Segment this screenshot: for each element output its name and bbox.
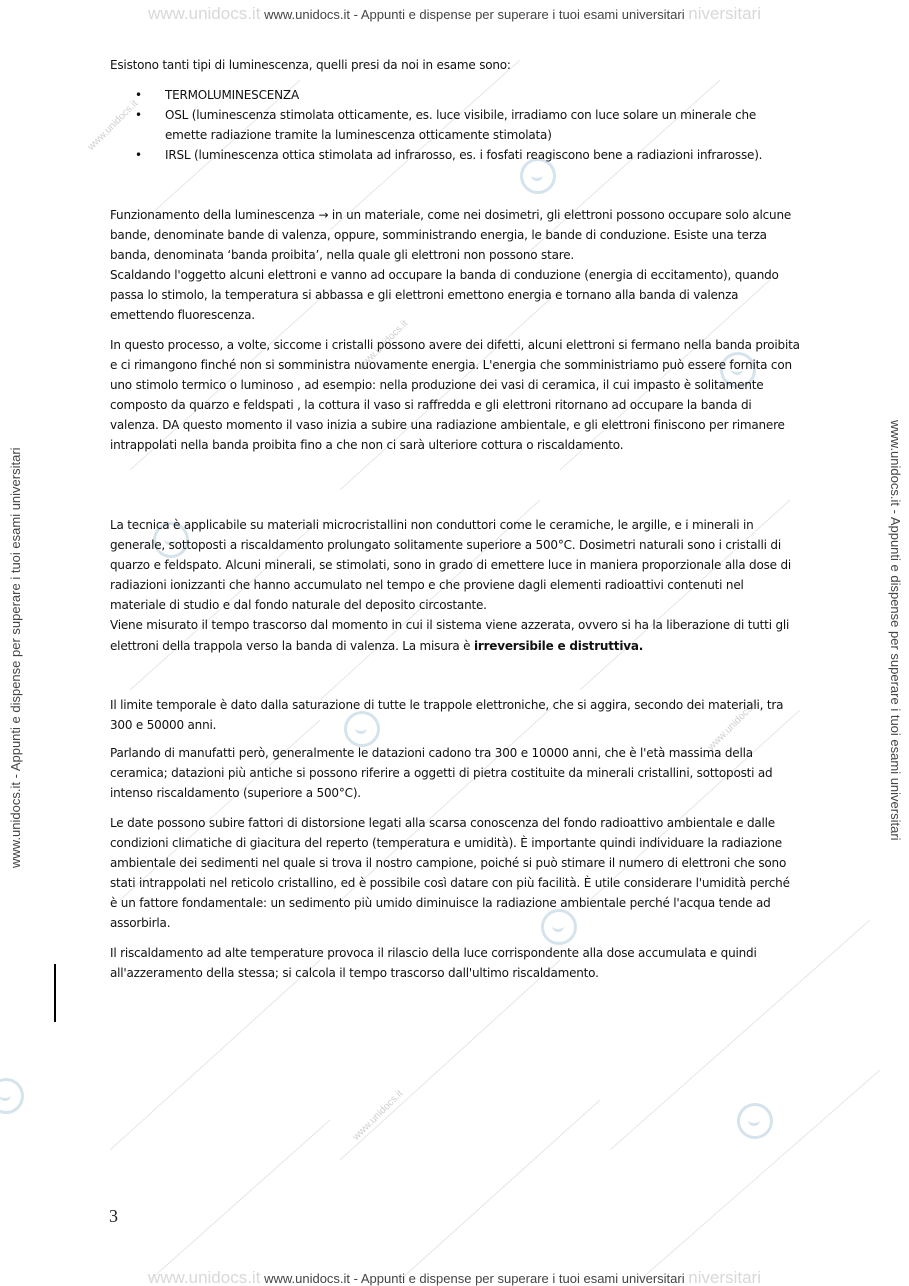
watermark-domain: www.unidocs.it (355, 318, 411, 373)
watermark-logo-icon (737, 1103, 773, 1139)
watermark-header: www.unidocs.it www.unidocs.it - Appunti e dispense per superare i tuoi esami universitari niversitari (148, 4, 761, 23)
paragraph-functioning: Funzionamento della luminescenza → in un materiale, come nei dosimetri, gli elettroni possono occupare solo alcune bande, denominate bande di valenza, oppure, somministrando energia, le bande di conduzione. Esiste una terza banda, denominata ‘banda proibita’, nella quale gli elettroni non possono stare. Scaldando l'oggetto alcuni elettroni e vanno ad occupare la banda di conduzione (energia di eccitamento), quando passa lo stimolo, la temperatura si abbassa e gli elettroni emettono energia e tornano alla banda di valenza emettendo fluorescenza. (110, 205, 800, 326)
paragraph-technique: La tecnica è applicabile su materiali microcristallini non conduttori come le ceramiche, le argille, e i minerali in generale, sottoposti a riscaldamento prolungato solitamente superiore a 500°C. Dosimetri naturali sono i cristalli di quarzo e feldspato. Alcuni minerali, se stimolati, sono in grado di emettere luce in maniera proporzionale alla dose di radiazioni ionizzanti che hanno accumulato nel tempo e che proviene dagli elementi radioattivi contenuti nel materiale di studio e dal fondo naturale del deposito circostante. Viene misurato il tempo trascorso dal momento in cui il sistema viene azzerata, ovvero si ha la liberazione di tutti gli elettroni della trappola verso la banda di valenza. La misura è irreversibile e distruttiva. (110, 518, 791, 653)
paragraph-process: In questo processo, a volte, siccome i cristalli possono avere dei difetti, alcuni elettroni si fermano nella banda proibita e ci rimangono finché non si somministra nuovamente energia. L'energia che somministriamo può essere fornita con uno stimolo termico o luminoso , ad esempio: nella produzione dei vasi di ceramica, il cui impasto è solitamente composto da quarzo e feldspati , la cottura il vaso si raffredda e gli elettroni ritornano ad occupare la banda di valenza. DA questo momento il vaso inizia a subire una radiazione ambientale, e gli elettroni finiscono per rimanere intrappolati nella banda proibita fino a che non ci sarà ulteriore cottura o riscaldamento. (110, 338, 800, 453)
arrow-right-icon: → (318, 208, 329, 222)
paragraph-heating: Il riscaldamento ad alte temperature provoca il rilascio della luce corrispondente alla dose accumulata e quindi all'azzeramento della stessa; si calcola il tempo trascorso dall'ultimo riscaldamento. (110, 946, 757, 981)
paragraph-distortion: Le date possono subire fattori di distorsione legati alla scarsa conoscenza del fondo radioattivo ambientale e dalle condizioni climatiche di giacitura del reperto (temperatura e umidità). È importante quindi individuare la radiazione ambientale dei sedimenti nel quale si trova il nostro campione, poiché si può stimare il numero di elettroni che sono stati intrappolati nel reticolo cristallino, ed è possibile così datare con più facilità. È utile considerare l'umidità perché è un fattore fondamentale: un sedimento più umido diminuisce la radiazione ambientale perché l'acqua tende ad assorbirla. (110, 816, 790, 931)
paragraph-lead: Funzionamento della luminescenza (110, 208, 315, 222)
watermark-domain: www.unidocs.it (705, 698, 761, 753)
watermark-side-right: www.unidocs.it - Appunti e dispense per superare i tuoi esami universitari (888, 420, 903, 841)
list-item: • OSL (luminescenza stimolata otticamente, es. luce visibile, irradiamo con luce solare un minerale che emette radiazione tramite la luminescenza otticamente stimolata) (135, 105, 800, 145)
margin-change-bar (54, 964, 56, 1022)
watermark-domain: www.unidocs.it (350, 1088, 406, 1143)
paragraph-time-limit: Il limite temporale è dato dalla saturazione di tutte le trappole elettroniche, che si aggira, secondo dei materiali, tra 300 e 50000 anni. (110, 698, 784, 733)
list-item: • TERMOLUMINESCENZA (135, 85, 800, 105)
luminescence-types-list (135, 85, 800, 165)
watermark-domain: www.unidocs.it (85, 98, 141, 153)
list-item: • IRSL (luminescenza ottica stimolata ad infrarosso, es. i fosfati reagiscono bene a radiazioni infrarosse). (135, 145, 800, 165)
intro-paragraph: Esistono tanti tipi di luminescenza, quelli presi da noi in esame sono: (110, 58, 511, 72)
watermark-side-left: www.unidocs.it - Appunti e dispense per superare i tuoi esami universitari (8, 447, 23, 868)
paragraph-artifacts: Parlando di manufatti però, generalmente le datazioni cadono tra 300 e 10000 anni, che è l'età massima della ceramica; datazioni più antiche si possono riferire a oggetti di pietra costituite da minerali cristallini, sottoposti ad intenso riscaldamento (superiore a 500°C). (110, 746, 773, 801)
bold-text: irreversibile e distruttiva. (473, 638, 644, 653)
page-number: 3 (109, 1206, 118, 1226)
watermark-footer: www.unidocs.it www.unidocs.it - Appunti e dispense per superare i tuoi esami universitari niversitari (148, 1268, 761, 1286)
paragraph-line: Scaldando l'oggetto alcuni elettroni e vanno ad occupare la banda di conduzione (energia di eccitamento), quando passa lo stimolo, la temperatura si abbassa e gli elettroni emettono energia e tornano alla banda di valenza emettendo fluorescenza. (110, 268, 779, 323)
